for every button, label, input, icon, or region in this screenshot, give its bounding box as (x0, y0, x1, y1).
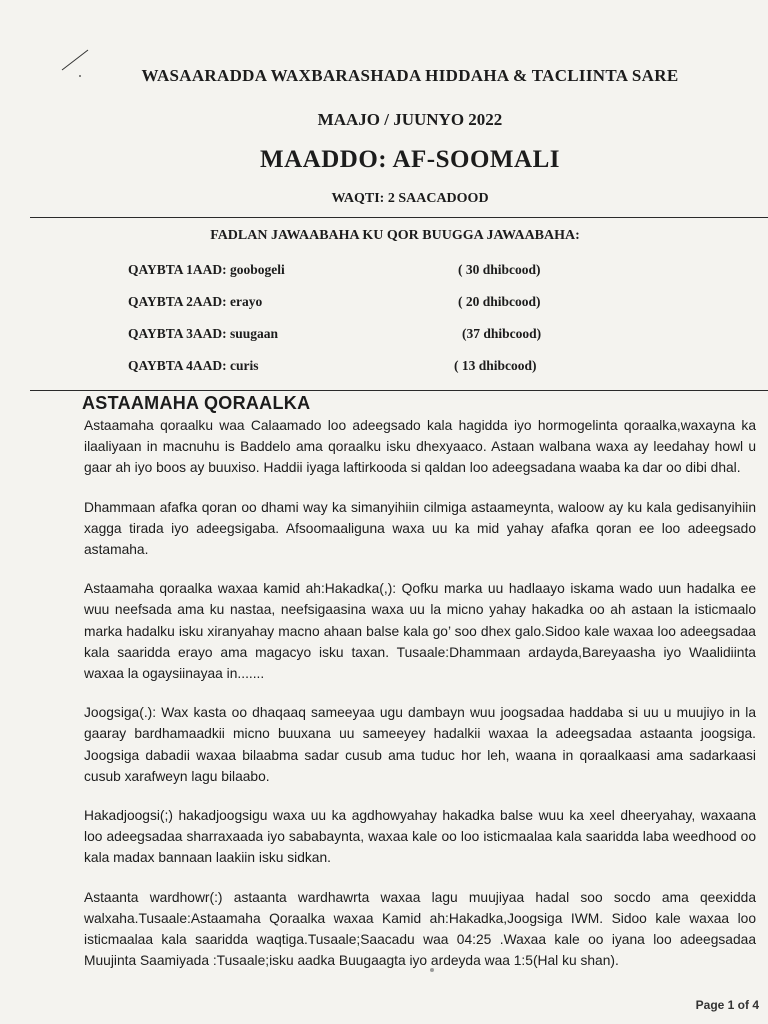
body-text (84, 415, 756, 989)
instructions: FADLAN JAWAABAHA KU QOR BUUGGA JAWAABAHA: (210, 228, 580, 243)
exam-time: WAQTI: 2 SAACADOOD (331, 191, 489, 206)
section-points: (37 dhibcood) (462, 326, 542, 341)
page-number: Page 1 of 4 (695, 998, 759, 1012)
paragraph: Astaanta wardhowr(:) astaanta wardhawrta waxaa lagu muujiyaa hadal soo socdo ama qeexidda walxaha.Tusaale:Astaamaha Qoraalka waxaa Kamid ah:Hakadka,Joogsiga IWM. Sidoo kale waxaa loo isticmaalaa kala saaridda waqtiga.Tusaale;Saacadu waa 04:25 .Waxaa kale oo iyana loo adeegsadaa Muujinta Saamiyada :Tusaale;isku aadka Buugaagta iyo ardeyda waa 1:5(Hal ku shan). (84, 889, 756, 969)
exam-date: MAAJO / JUUNYO 2022 (317, 110, 503, 129)
section-points: ( 30 dhibcood) (458, 262, 541, 277)
ministry-header: WASAARADDA WAXBARASHADA HIDDAHA & TACLIINTA SARE (141, 66, 679, 85)
scan-smudge (430, 968, 434, 972)
section-name: QAYBTA 2AAD: erayo (128, 294, 263, 309)
section-name: QAYBTA 4AAD: curis (128, 358, 259, 373)
section-row (128, 326, 588, 358)
paragraph: Astaamaha qoraalku waa Calaamado loo adeegsado kala hagidda iyo hormogelinta qoraalka,waxayna ka ilaaliyaan in macnuhu is Baddelo ama qoraalku isku dhexyaaco. Astaan walbana waxa ay leedahay howl u gaar ah iyo boos ay buuxiso. Haddii iyaga laftirkooda si qaldan loo adeegsadana waaba ka dar oo dibi dhal. (84, 418, 756, 476)
sections-list (128, 262, 588, 390)
section-heading: ASTAAMAHA QORAALKA (82, 393, 311, 413)
section-row (128, 358, 588, 390)
top-divider (30, 217, 768, 218)
paragraph: Joogsiga(.): Wax kasta oo dhaqaaq sameeyaa ugu dambayn wuu joogsadaa haddaba si uu u muujiyo in la gaaray bardhamaadkii micno buuxana uu sameeyey hadalkii waxaa la adeegsadaa astaanta joogsiga. Joogsiga dabadii waxaa bilaabma sadar cusub ama tuduc hor leh, waana in qoraalkaasi ama sadarkaasi cusub xarafweyn lagu bilaabo. (84, 705, 756, 784)
paragraph: Hakadjoogsi(;) hakadjoogsigu waxa uu ka agdhowyahay hakadka balse wuu ka xeel dheeryahay, waxaana loo adeegsadaa sharraxaada iyo sababaynta, waxaa kale oo loo isticmaalaa kala saaridda laba weedhood oo kala madax bannaan laakiin isku sidkan. (84, 808, 756, 866)
bottom-divider (30, 390, 768, 391)
section-points: ( 20 dhibcood) (458, 294, 541, 309)
section-row (128, 262, 588, 294)
paragraph: Dhammaan afafka qoran oo dhami way ka simanyihiin cilmiga astaameynta, waloow ay ku kala gedisanyihiin xagga tirada iyo adeegsigaba. Afsoomaaliguna waxa uu ka mid yahay afafka qoran ee loo adeegsado astamaha. (84, 499, 756, 558)
paragraph: Astaamaha qoraalka waxaa kamid ah:Hakadka(,): Qofku marka uu hadlaayo iskama wado uun hadalka ee wuu neefsada ama ku nastaa, neefsigaasina waxa uu la micno yahay hakadka oo ah astaan la isticmaalo marka hadalku isku xiranyahay macno ahaan balse kala go’ soo dhex galo.Sidoo kale waxaa loo adeegsadaa kala saaridda erayo ama magacyo isku taxan. Tusaale:Dhammaan ardayda,Bareyaasha iyo Waalidiinta waxaa la ogaysiinayaa in....... (84, 581, 756, 682)
section-name: QAYBTA 3AAD: suugaan (128, 326, 279, 341)
section-row (128, 294, 588, 326)
subject-title: MAADDO: AF-SOOMALI (260, 146, 560, 173)
section-name: QAYBTA 1AAD: goobogeli (128, 262, 285, 277)
section-points: ( 13 dhibcood) (454, 358, 537, 373)
